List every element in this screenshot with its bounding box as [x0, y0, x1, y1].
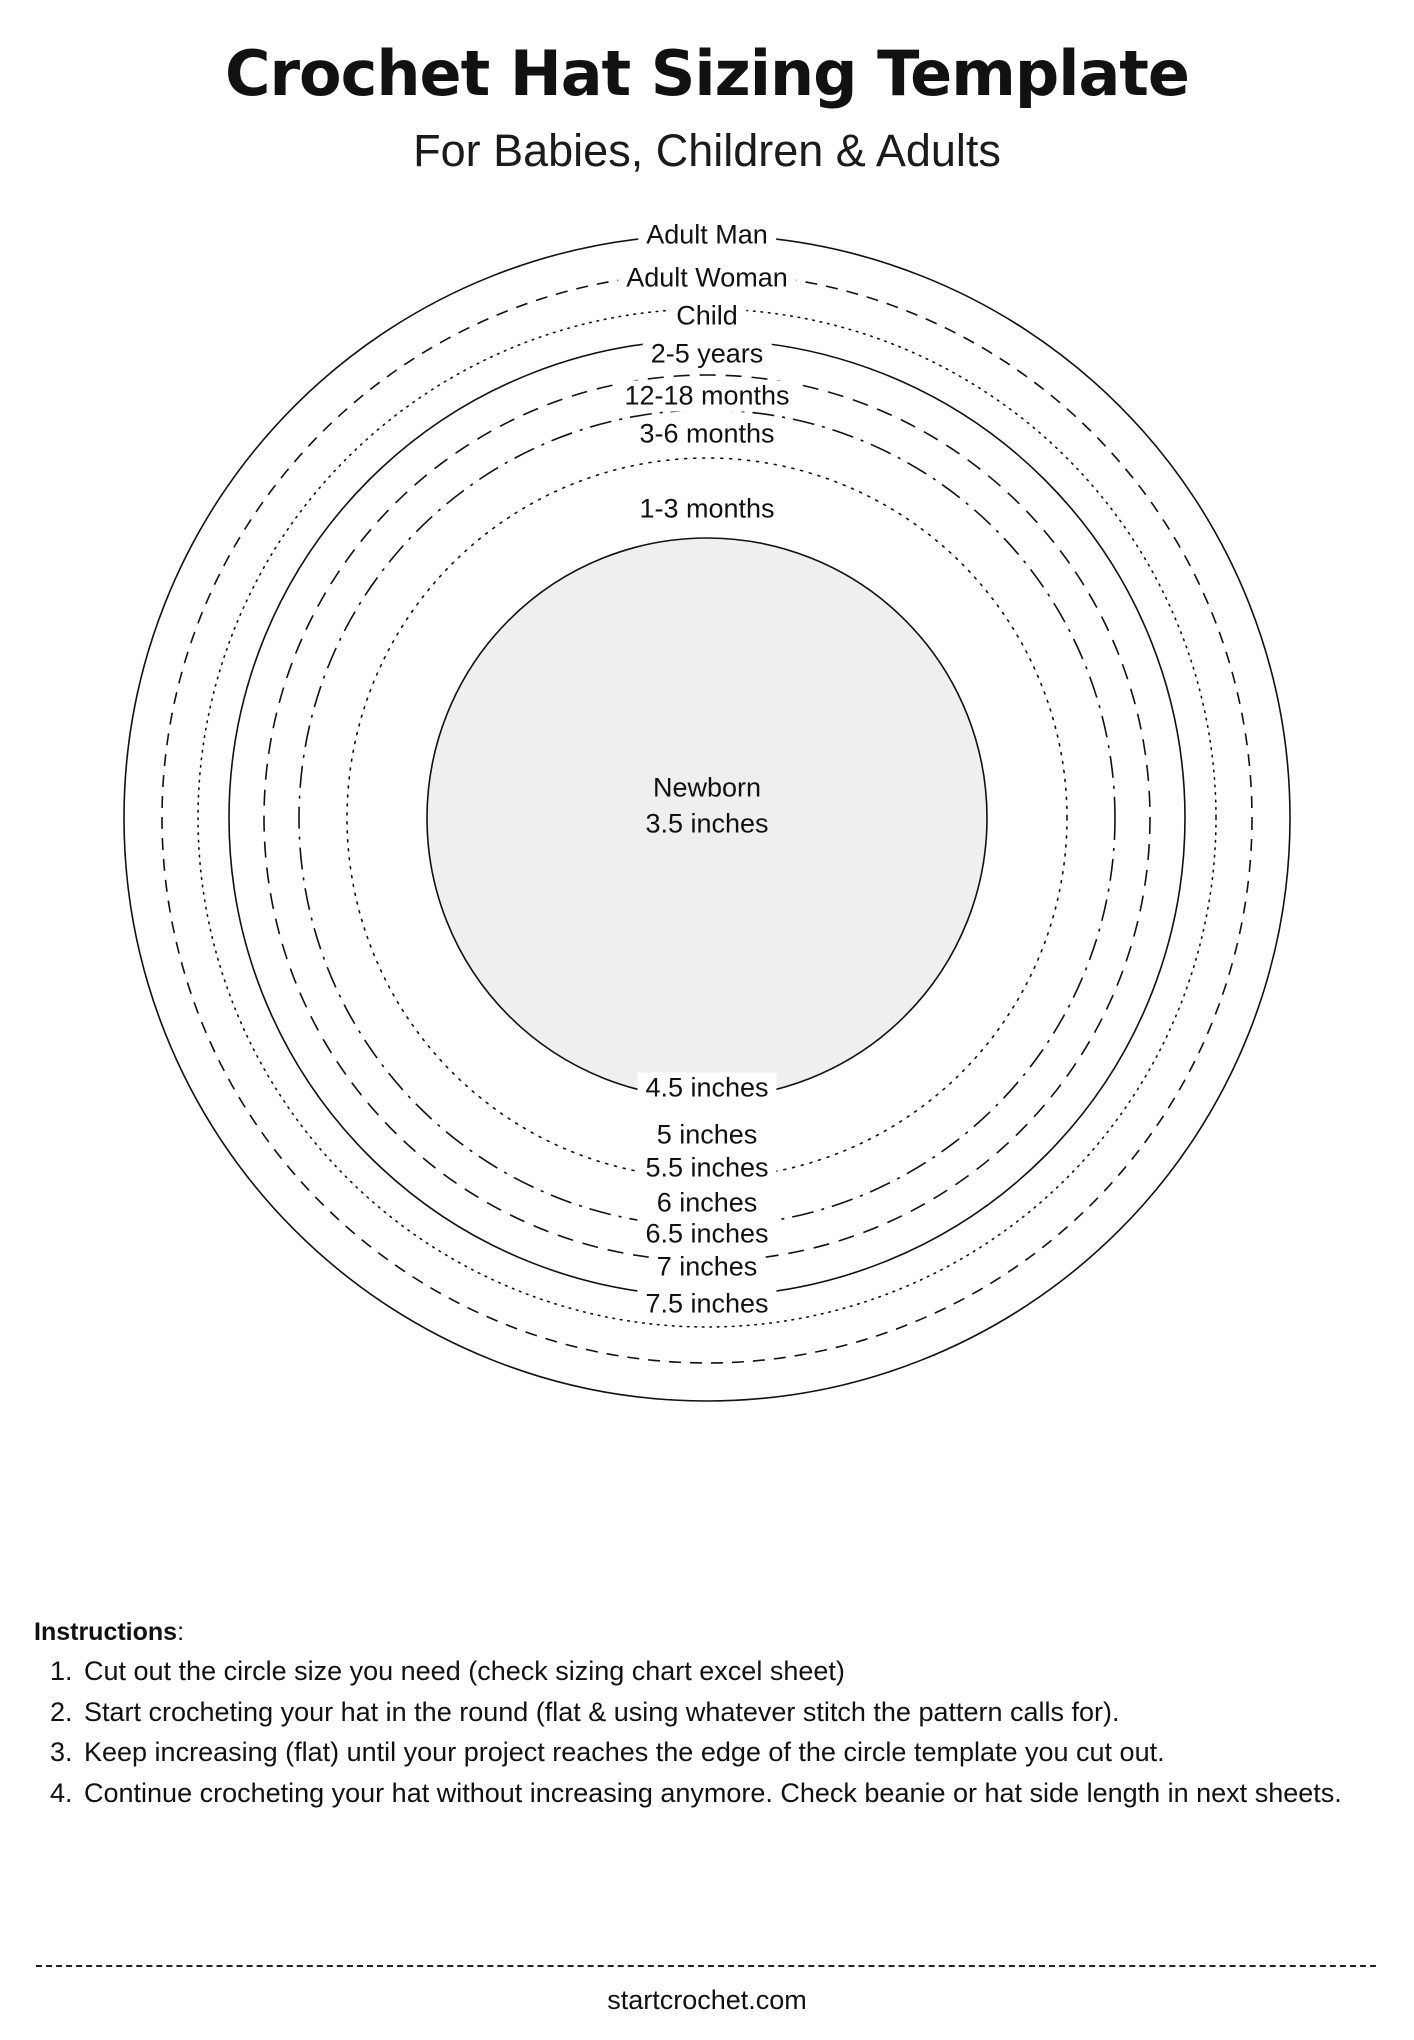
instructions-list [34, 1653, 1374, 1812]
label-12-18-months: 12-18 months [616, 380, 797, 411]
label-size-6-5: 6.5 inches [637, 1218, 776, 1249]
label-newborn [645, 769, 768, 842]
instructions-heading-colon: : [177, 1618, 185, 1646]
footer-site: startcrochet.com [607, 1985, 807, 2015]
instruction-step: 3. Keep increasing (flat) until your project reaches the edge of the circle template you cut out. [80, 1734, 1374, 1771]
label-newborn-name: Newborn [652, 772, 762, 803]
label-adult-woman: Adult Woman [618, 262, 796, 293]
label-2-5-years: 2-5 years [643, 338, 772, 369]
label-size-7: 7 inches [649, 1251, 766, 1282]
label-size-5: 5 inches [649, 1119, 766, 1150]
label-1-3-months: 1-3 months [631, 493, 782, 524]
instructions-heading-text: Instructions [34, 1618, 178, 1646]
label-adult-man: Adult Man [638, 219, 776, 250]
label-size-6: 6 inches [649, 1187, 766, 1218]
page-title: Crochet Hat Sizing Template [224, 37, 1189, 110]
cut-line-divider [36, 1965, 1376, 1967]
hat-sizing-diagram [67, 198, 1347, 1468]
page-subtitle: For Babies, Children & Adults [413, 125, 1001, 177]
instruction-step: 2. Start crocheting your hat in the round (flat & using whatever stitch the pattern calls for). [80, 1694, 1374, 1731]
printable-page [0, 37, 1414, 2040]
label-newborn-size: 3.5 inches [645, 808, 769, 839]
label-size-5-5: 5.5 inches [637, 1152, 776, 1183]
instruction-step: 4. Continue crocheting your hat without increasing anymore. Check beanie or hat side length in next sheets. [80, 1775, 1374, 1812]
label-3-6-months: 3-6 months [631, 418, 782, 449]
label-size-7-5: 7.5 inches [637, 1288, 776, 1319]
instruction-step: 1. Cut out the circle size you need (check sizing chart excel sheet) [80, 1653, 1374, 1690]
instructions-heading [34, 1618, 1374, 1647]
instructions-section [34, 1618, 1374, 1816]
label-child: Child [668, 300, 746, 331]
label-size-4-5: 4.5 inches [637, 1072, 776, 1103]
